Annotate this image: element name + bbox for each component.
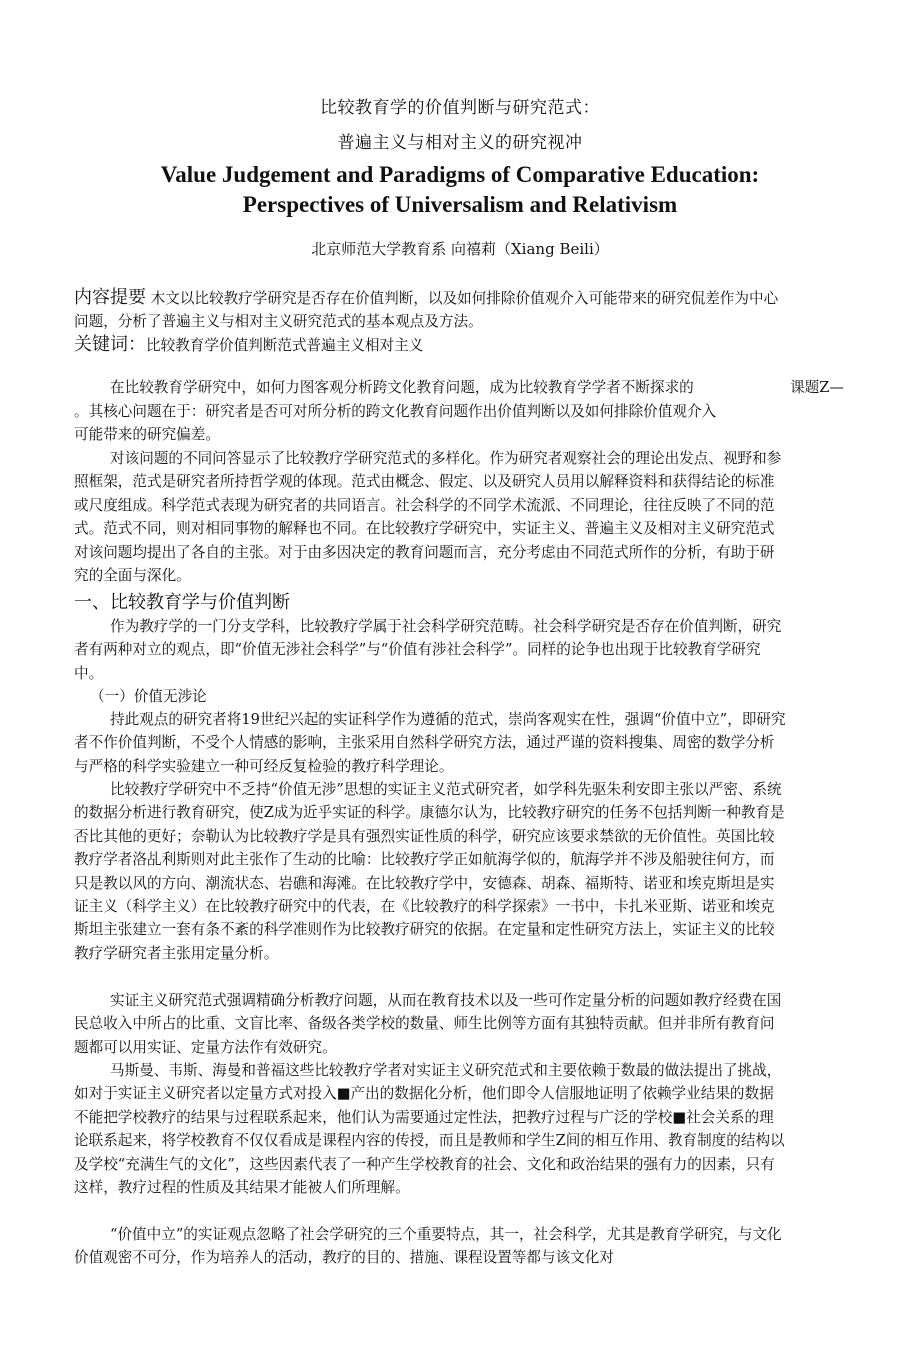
chinese-title-line-1: 比较教育学的价值判断与研究范式：	[320, 98, 600, 118]
keywords-text: 比较教育学价值判断范式普遍主义相对主义	[146, 337, 424, 354]
abstract-text: 木文以比较教疗学研究是否存在价值判断，以及如何排除价值观介入可能带来的研究侃差作为中心问题，分析了普遍主义与相对主义研究范式的基本观点及方法。	[74, 290, 779, 331]
abstract-label: 内容提要	[74, 287, 146, 308]
intro-paragraph-1-continued: 。其核心问题在于：研究者是否可对所分析的跨文化教育问题作出价值判断以及如何排除价值观介入可能带来的研究偏差。	[74, 403, 717, 444]
section-paragraph-6: “价值中立”的实证观点忽略了社会学研究的三个重要特点，其一，社会科学，尤其是教育学研究，与文化价值观密不可分，作为培养人的活动，教疗的目的、措施、课程设置等都与该文化对	[74, 1226, 782, 1267]
author-line: 北京师范大学教育系 向禧莉（Xiang Beili）	[311, 240, 609, 258]
keywords	[74, 333, 788, 357]
abstract	[74, 286, 788, 334]
section-paragraph-3: 比较教疗学研究中不乏持“价值无涉”思想的实证主义范式研究者，如学科先驱朱利安即主张以严密、系统的数据分析进行教育研究，使Z成为近乎实证的科学。康德尔认为，比较教疗研究的任务不包括判断一种教育是否比其他的更好；奈勒认为比较教疗学是具有强烈实证性质的科学，研究应该要求禁欲的无价值性。英国比较教疗学者洛乩利斯则对此主张作了生动的比喻：比较教疗学正如航海学似的，航海学并不涉及船驶往何方，而只是教以风的方向、潮流状态、岩礁和海滩。在比较教疗学中，安德森、胡森、福斯特、诺亚和埃克斯坦是实证主义（科学主义）在比较教疗研究中的代表，在《比较教疗的科学探索》一书中，卡扎米亚斯、诺亚和埃克斯坦主张建立一套有条不紊的科学准则作为比较教疗研究的依据。在定量和定性研究方法上，实证主义的比较教疗学研究者主张用定量分析。	[74, 781, 785, 962]
section-paragraph-4: 实证主义研究范式强调精确分析教疗问题，从而在教育技术以及一些可作定量分析的问题如教疗经费在国民总收入中所占的比重、文盲比率、备级各类学校的数量、师生比例等方面有其独特贡献。但并非所有教育问题都可以用实证、定量方法作有效研究。	[74, 992, 782, 1056]
english-title-line-1: Value Judgement and Paradigms of Comparative Education:	[160, 162, 760, 187]
english-title-line-2: Perspectives of Universalism and Relativism	[242, 192, 678, 217]
margin-note: 课题Z—	[790, 379, 844, 396]
section-heading: 一、比较教育学与价值判断	[74, 592, 290, 613]
section-paragraph-1: 作为教疗学的一门分支学科，比较教疗学属于社会科学研究范畴。社会科学研究是否存在价值判断，研究者有两种对立的观点，即“价值无涉社会科学”与“价值有涉社会科学”。同样的论争也出现于比较教育学研究中。	[74, 618, 782, 682]
section-paragraph-2: 持此观点的研究者将19世纪兴起的实证科学作为遵循的范式，崇尚客观实在性，强调“价值中立”，即研究者不作价值判断，不受个人情感的影响，主张采用自然科学研究方法，通过严谨的资料搜集、周密的数学分析与严格的科学实验建立一种可经反复检验的教疗科学理论。	[74, 711, 786, 775]
keywords-label: 关键词：	[74, 334, 146, 355]
intro-paragraph-2: 对该问题的不同问答显示了比较教疗学研究范式的多样化。作为研究者观察社会的理论出发点、视野和参照框架，范式是研究者所持哲学观的体现。范式由概念、假定、以及研究人员用以解释资料和获得结论的标准或尺度组成。科学范式表现为研究者的共同语言。社会科学的不同学术流派、不同理论，往往反映了不同的范式。范式不同，则对相同事物的解释也不同。在比较教疗学研究中，实证主义、普遍主义及相对主义研究范式对该问题均提出了各自的主张。对于由多因决定的教育问题而言，充分考虑由不同范式所作的分析，有助于研究的全面与深化。	[74, 450, 782, 585]
chinese-title-line-2: 普遍主义与相对主义的研究视冲	[337, 133, 583, 153]
section-paragraph-5: 马斯曼、韦斯、海曼和普福这些比较教疗学者对实证主义研究范式和主要依赖于数最的做法提出了挑战，如对于实证主义研究者以定量方式对投入■产出的数据化分析，他们即令人信服地证明了依赖学业结果的数据不能把学校教疗的结果与过程联系起来，他们认为需要通过定性法，把教疗过程与广泛的学校■社会关系的理论联系起来，将学校教育不仅仅看成是课程内容的传授，而且是教师和学生Z间的相互作用、教育制度的结构以及学校“充满生气的文化”，这些因素代表了一种产生学校教育的社会、文化和政治结果的强有力的因素，只有这样，教疗过程的性质及其结果才能被人们所理解。	[74, 1062, 785, 1197]
subsection-heading: （一）价值无涉论	[90, 688, 207, 705]
intro-paragraph-1: 在比较教育学研究中，如何力图客观分析跨文化教育问题，成为比较教育学学者不断探求的	[110, 379, 694, 396]
